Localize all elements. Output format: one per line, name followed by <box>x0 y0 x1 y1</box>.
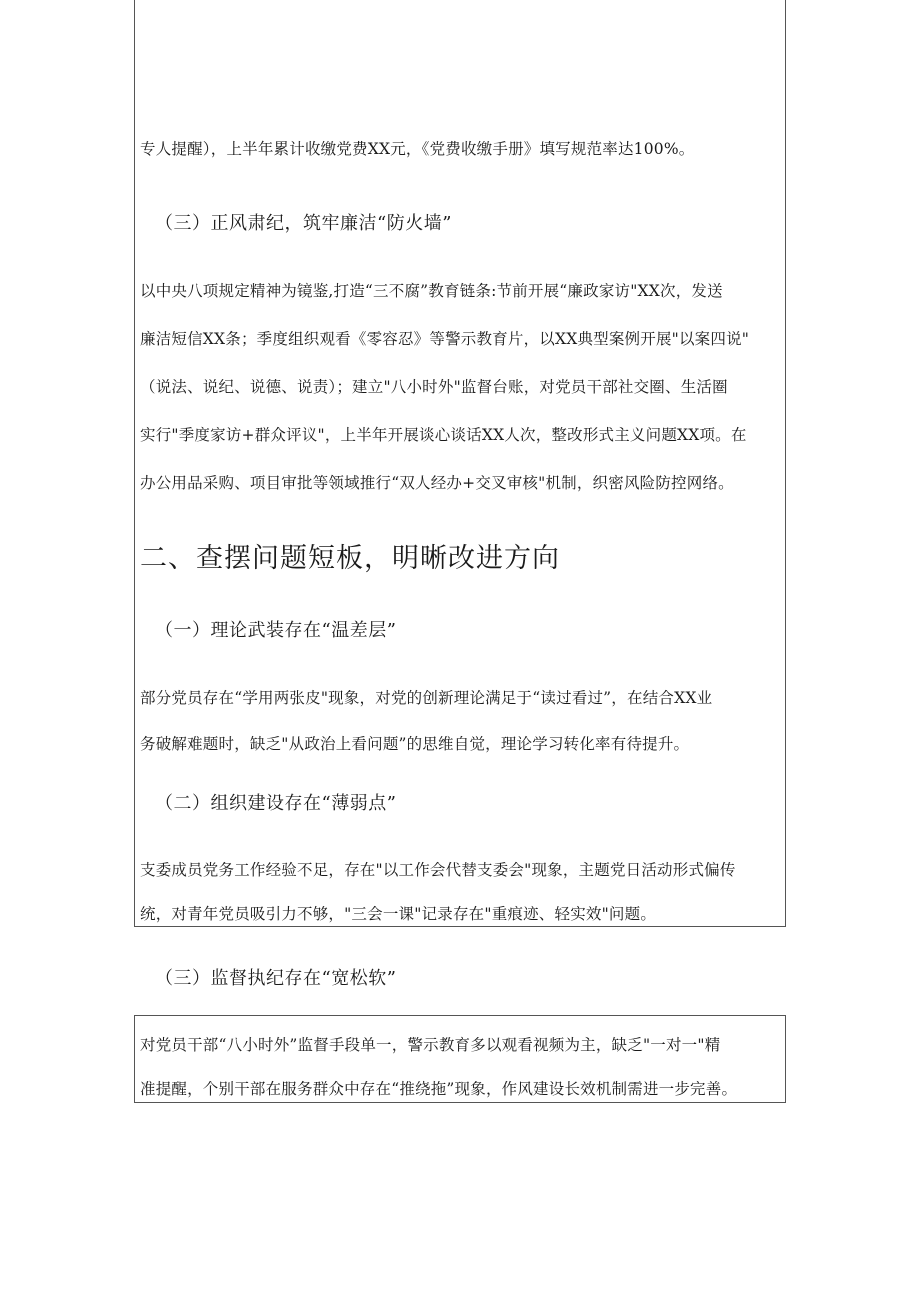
paragraph-line: 以中央八项规定精神为镜鉴,打造“三不腐”教育链条:节前开展“廉政家访"XX次，发送 <box>140 282 723 300</box>
paragraph-line: 支委成员党务工作经验不足，存在"以工作会代替支委会"现象，主题党日活动形式偏传 <box>140 861 736 879</box>
paragraph-line: 统，对青年党员吸引力不够，"三会一课"记录存在"重痕迹、轻实效"问题。 <box>140 905 657 923</box>
paragraph-line: 务破解难题时，缺乏"从政治上看问题”的思维自觉，理论学习转化率有待提升。 <box>140 735 690 753</box>
paragraph-line: 部分党员存在“学用两张皮"现象，对党的创新理论满足于“读过看过”，在结合XX业 <box>140 689 713 707</box>
section-heading-2: （二）组织建设存在“薄弱点” <box>155 793 397 814</box>
paragraph-line: （说法、说纪、说德、说责）；建立"八小时外"监督台账，对党员干部社交圈、生活圈 <box>140 378 728 396</box>
section-heading-3: （三）正风肃纪，筑牢廉洁“防火墙” <box>155 213 452 234</box>
section-heading-1: （一）理论武装存在“温差层” <box>155 620 397 641</box>
chapter-heading: 二、查摆问题短板，明晰改进方向 <box>140 543 560 574</box>
section-heading-3b: （三）监督执纪存在“宽松软” <box>155 968 397 989</box>
paragraph-line: 对党员干部“八小时外”监督手段单一，警示教育多以观看视频为主，缺乏"一对一"精 <box>140 1036 721 1054</box>
paragraph-line: 办公用品采购、项目审批等领域推行“双人经办+交叉审核"机制，织密风险防控网络。 <box>140 474 734 492</box>
paragraph-line: 专人提醒），上半年累计收缴党费XX元，《党费收缴手册》填写规范率达100%。 <box>140 140 695 158</box>
paragraph-line: 实行"季度家访+群众评议"，上半年开展谈心谈话XX人次，整改形式主义问题XX项。在 <box>140 426 747 444</box>
paragraph-line: 准提醒，个别干部在服务群众中存在“推绕拖”现象，作风建设长效机制需进一步完善。 <box>140 1080 738 1098</box>
paragraph-line: 廉洁短信XX条；季度组织观看《零容忍》等警示教育片，以XX典型案例开展"以案四说" <box>140 330 750 348</box>
